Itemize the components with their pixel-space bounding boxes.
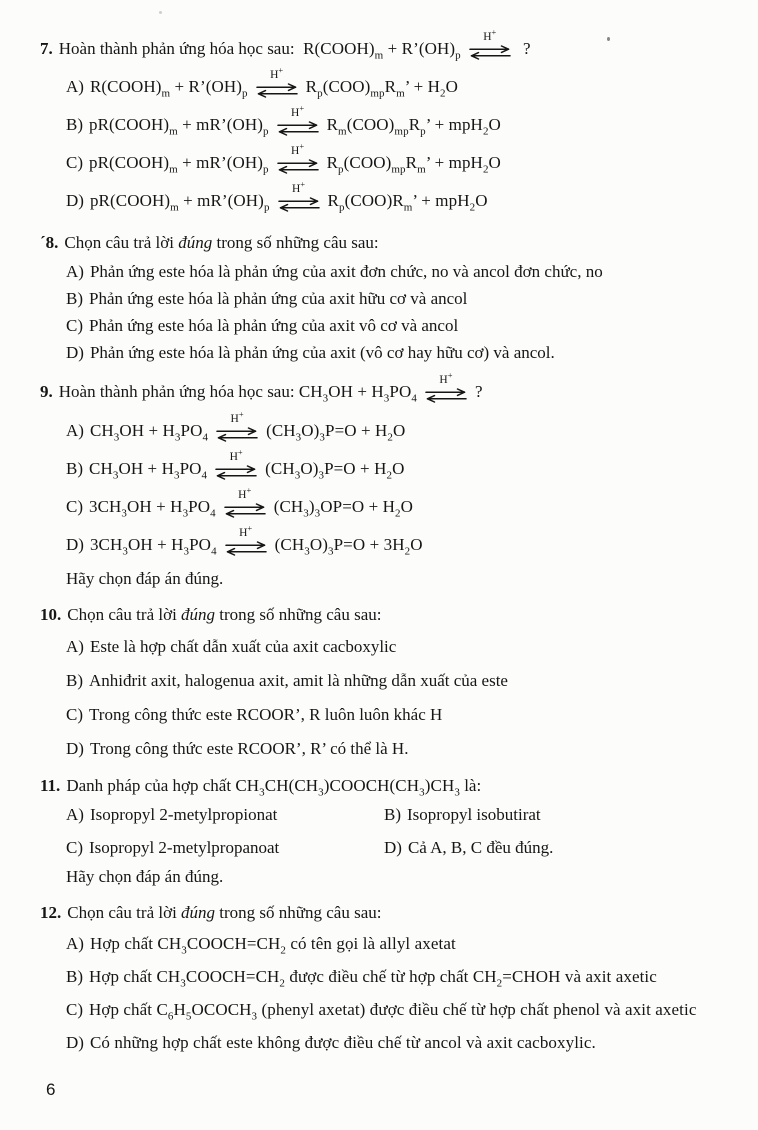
option-label: D) xyxy=(66,343,84,362)
equation-left: $3CH_3OH + H_3PO_4$ xyxy=(89,535,217,558)
option-b xyxy=(66,103,724,144)
question-9-options xyxy=(40,409,724,564)
equation-right: $(CH_3O)_3P=O + H_2O$ xyxy=(266,421,406,444)
option-label: D) xyxy=(66,191,84,210)
question-9 xyxy=(40,372,724,594)
equation-right: $R_p(COO)_{mp}R_m$’ + mpH$_2$O xyxy=(326,153,501,176)
option-label: D) xyxy=(384,838,402,857)
equilibrium-arrow-icon xyxy=(468,45,512,60)
question-11 xyxy=(40,770,724,893)
equation-left: $pR(COOH)_m$ + $mR’(OH)_p$ xyxy=(89,153,269,176)
option-c xyxy=(66,485,724,526)
question-prompt: trong số những câu sau: xyxy=(212,233,379,252)
option-c xyxy=(66,698,724,732)
option-text: Cả A, B, C đều đúng. xyxy=(407,838,554,857)
equation-left: $CH_3OH + H_3PO_4$ xyxy=(298,382,417,405)
option-d xyxy=(66,179,724,220)
option-a xyxy=(66,630,724,664)
equilibrium-arrow-icon xyxy=(224,541,268,556)
option-text: Trong công thức este RCOOR’, R’ có thể là H. xyxy=(89,739,409,758)
option-text: Phản ứng este hóa là phản ứng của axit hữu cơ và ancol xyxy=(89,289,468,308)
equation-left: $R(COOH)_m$ + $R’(OH)_p$ xyxy=(303,39,461,62)
equilibrium-arrow-icon xyxy=(277,197,321,212)
option-b xyxy=(66,447,724,488)
option-d xyxy=(66,523,724,564)
emphasized-word: đúng xyxy=(181,605,216,624)
question-prompt: Hoàn thành phản ứng hóa học sau: xyxy=(58,382,295,401)
choose-answer-note: Hãy chọn đáp án đúng. xyxy=(66,569,224,588)
option-text: Có những hợp chất este không được điều chế từ ancol và axit cacboxylic. xyxy=(89,1033,596,1052)
equation-question-mark: ? xyxy=(523,39,531,58)
option-text: Phản ứng este hóa là phản ứng của axit đơn chức, no và ancol đơn chức, no xyxy=(89,262,603,281)
page-number: 6 xyxy=(46,1080,56,1099)
question-prompt: Chọn câu trả lời xyxy=(64,233,179,252)
equilibrium-arrow xyxy=(277,179,321,212)
option-label: D) xyxy=(66,1033,84,1052)
option-label: A) xyxy=(66,934,84,953)
option-label: B) xyxy=(66,671,83,690)
compound-formula: $CH_3CH(CH_3)COOCH(CH_3)CH_3$ xyxy=(235,776,460,799)
question-7 xyxy=(40,27,724,220)
equation-question-mark: ? xyxy=(474,382,483,401)
option-text: Hợp chất $CH_3COOCH=CH_2$ có tên gọi là allyl axetat xyxy=(89,934,456,957)
question-prompt: trong số những câu sau: xyxy=(215,903,382,922)
option-label: A) xyxy=(66,805,84,824)
question-9-header xyxy=(40,372,724,412)
option-label: D) xyxy=(66,535,84,554)
option-text: Trong công thức este RCOOR’, R luôn luôn khác H xyxy=(89,705,443,724)
question-12-header xyxy=(40,897,724,928)
equation-left: $CH_3OH + H_3PO_4$ xyxy=(89,459,208,482)
equation-left: $3CH_3OH + H_3PO_4$ xyxy=(89,497,216,520)
option-a xyxy=(66,409,724,450)
option-d xyxy=(66,1027,724,1059)
equilibrium-arrow-icon xyxy=(424,388,468,403)
equilibrium-arrow-icon xyxy=(215,427,259,442)
equation-left: $pR(COOH)_m$ + $mR’(OH)_p$ xyxy=(89,115,269,138)
option-a xyxy=(66,928,724,960)
option-a xyxy=(66,258,724,285)
option-a xyxy=(66,802,384,828)
catalyst-label: H+ xyxy=(238,485,252,502)
option-text: Isopropyl 2-metylpropionat xyxy=(89,805,278,824)
question-12-options xyxy=(40,928,724,1059)
option-d xyxy=(66,339,724,366)
equilibrium-arrow xyxy=(424,370,468,403)
question-prompt: Chọn câu trả lời xyxy=(67,903,182,922)
emphasized-word: đúng xyxy=(181,903,216,922)
option-c xyxy=(66,835,384,861)
question-11-header xyxy=(40,770,724,802)
option-d xyxy=(66,732,724,766)
option-label: B) xyxy=(66,115,83,134)
equilibrium-arrow xyxy=(223,485,267,518)
question-prompt: là: xyxy=(459,776,482,795)
equation-right: $R_p(COO)_{mp}R_m$’ + $H_2O$ xyxy=(305,77,459,100)
question-prompt: Danh pháp của hợp chất xyxy=(66,776,236,795)
option-label: C) xyxy=(66,316,83,335)
option-label: A) xyxy=(66,262,84,281)
option-text: Phản ứng este hóa là phản ứng của axit vô cơ và ancol xyxy=(89,316,459,335)
option-label: A) xyxy=(66,77,84,96)
question-number: 7. xyxy=(40,39,53,58)
equilibrium-arrow xyxy=(276,141,320,174)
catalyst-label: H+ xyxy=(291,179,306,196)
choose-answer-note: Hãy chọn đáp án đúng. xyxy=(66,867,224,886)
option-b xyxy=(384,802,724,828)
catalyst-label: H+ xyxy=(291,103,305,120)
option-label: B) xyxy=(66,459,83,478)
option-label: B) xyxy=(66,289,83,308)
question-number: ´8. xyxy=(40,233,59,252)
question-prompt: trong số những câu sau: xyxy=(215,605,382,624)
option-c xyxy=(66,994,724,1026)
option-label: A) xyxy=(66,421,84,440)
question-number: 10. xyxy=(40,605,62,624)
option-c xyxy=(66,141,724,182)
equilibrium-arrow xyxy=(214,447,258,480)
option-d xyxy=(384,835,724,861)
option-b xyxy=(66,285,724,312)
question-8 xyxy=(40,228,724,366)
equation-right: $(CH_3O)_3P=O + 3H_2O$ xyxy=(274,535,423,558)
equilibrium-arrow xyxy=(276,103,320,136)
equilibrium-arrow xyxy=(215,409,259,442)
question-10-header xyxy=(40,600,724,630)
emphasized-word: đúng xyxy=(178,233,213,252)
option-label: B) xyxy=(66,967,83,986)
option-text: Hợp chất $C_6H_5OCOCH_3$ (phenyl axetat) được điều chế từ hợp chất phenol và axit axetic xyxy=(89,1000,697,1023)
option-text: Hợp chất $CH_3COOCH=CH_2$ được điều chế từ hợp chất $CH_2=CHOH$ và axit axetic xyxy=(89,967,657,990)
equation-right: $(CH_3)_3OP=O + H_2O$ xyxy=(273,497,414,520)
option-label: B) xyxy=(384,805,401,824)
question-prompt: Hoàn thành phản ứng hóa học sau: xyxy=(58,39,295,58)
question-number: 11. xyxy=(40,776,61,795)
question-prompt: Chọn câu trả lời xyxy=(67,605,182,624)
equilibrium-arrow xyxy=(255,65,299,98)
question-8-options xyxy=(40,258,724,366)
option-label: C) xyxy=(66,838,83,857)
question-8-header xyxy=(40,228,724,258)
option-label: C) xyxy=(66,497,83,516)
question-number: 9. xyxy=(40,382,53,401)
option-a xyxy=(66,65,724,106)
question-12 xyxy=(40,897,724,1059)
option-label: C) xyxy=(66,705,83,724)
option-c xyxy=(66,312,724,339)
catalyst-label: H+ xyxy=(483,27,497,44)
equilibrium-arrow-icon xyxy=(223,503,267,518)
question-number: 12. xyxy=(40,903,62,922)
equilibrium-arrow-icon xyxy=(276,159,320,174)
equilibrium-arrow-icon xyxy=(276,121,320,136)
catalyst-label: H+ xyxy=(229,447,243,464)
question-11-options xyxy=(40,802,724,861)
catalyst-label: H+ xyxy=(239,523,253,540)
equation-right: $R_p(COO)R_m$’ + mpH$_2$O xyxy=(327,191,488,214)
option-label: D) xyxy=(66,739,84,758)
catalyst-label: H+ xyxy=(270,65,284,82)
option-label: C) xyxy=(66,1000,83,1019)
option-text: Isopropyl isobutirat xyxy=(407,805,541,824)
option-text: Anhiđrit axit, halogenua axit, amit là những dẫn xuất của este xyxy=(89,671,508,690)
scan-speck xyxy=(159,11,162,14)
catalyst-label: H+ xyxy=(230,409,244,426)
question-10-options xyxy=(40,630,724,766)
equilibrium-arrow xyxy=(224,523,268,556)
equation-left: $pR(COOH)_m$ + $mR’(OH)_p$ xyxy=(89,191,270,214)
option-label: C) xyxy=(66,153,83,172)
equilibrium-arrow-icon xyxy=(255,83,299,98)
question-7-options xyxy=(40,65,724,220)
option-label: A) xyxy=(66,637,84,656)
catalyst-label: H+ xyxy=(439,370,453,387)
catalyst-label: H+ xyxy=(291,141,305,158)
option-text: Phản ứng este hóa là phản ứng của axit (vô cơ hay hữu cơ) và ancol. xyxy=(89,343,555,362)
equation-right: $(CH_3O)_3P=O + H_2O$ xyxy=(265,459,405,482)
equation-right: $R_m(COO)_{mp}R_p$’ + mpH$_2$O xyxy=(326,115,501,138)
option-b xyxy=(66,961,724,993)
question-10 xyxy=(40,600,724,766)
option-text: Isopropyl 2-metylpropanoat xyxy=(89,838,280,857)
equilibrium-arrow-icon xyxy=(214,465,258,480)
scan-speck xyxy=(607,37,610,41)
equilibrium-arrow xyxy=(468,27,512,60)
equation-left: $CH_3OH + H_3PO_4$ xyxy=(89,421,209,444)
question-7-header xyxy=(40,27,724,68)
option-b xyxy=(66,664,724,698)
equation-left: $R(COOH)_m$ + $R’(OH)_p$ xyxy=(89,77,248,100)
option-text: Este là hợp chất dẫn xuất của axit cacboxylic xyxy=(89,637,397,656)
